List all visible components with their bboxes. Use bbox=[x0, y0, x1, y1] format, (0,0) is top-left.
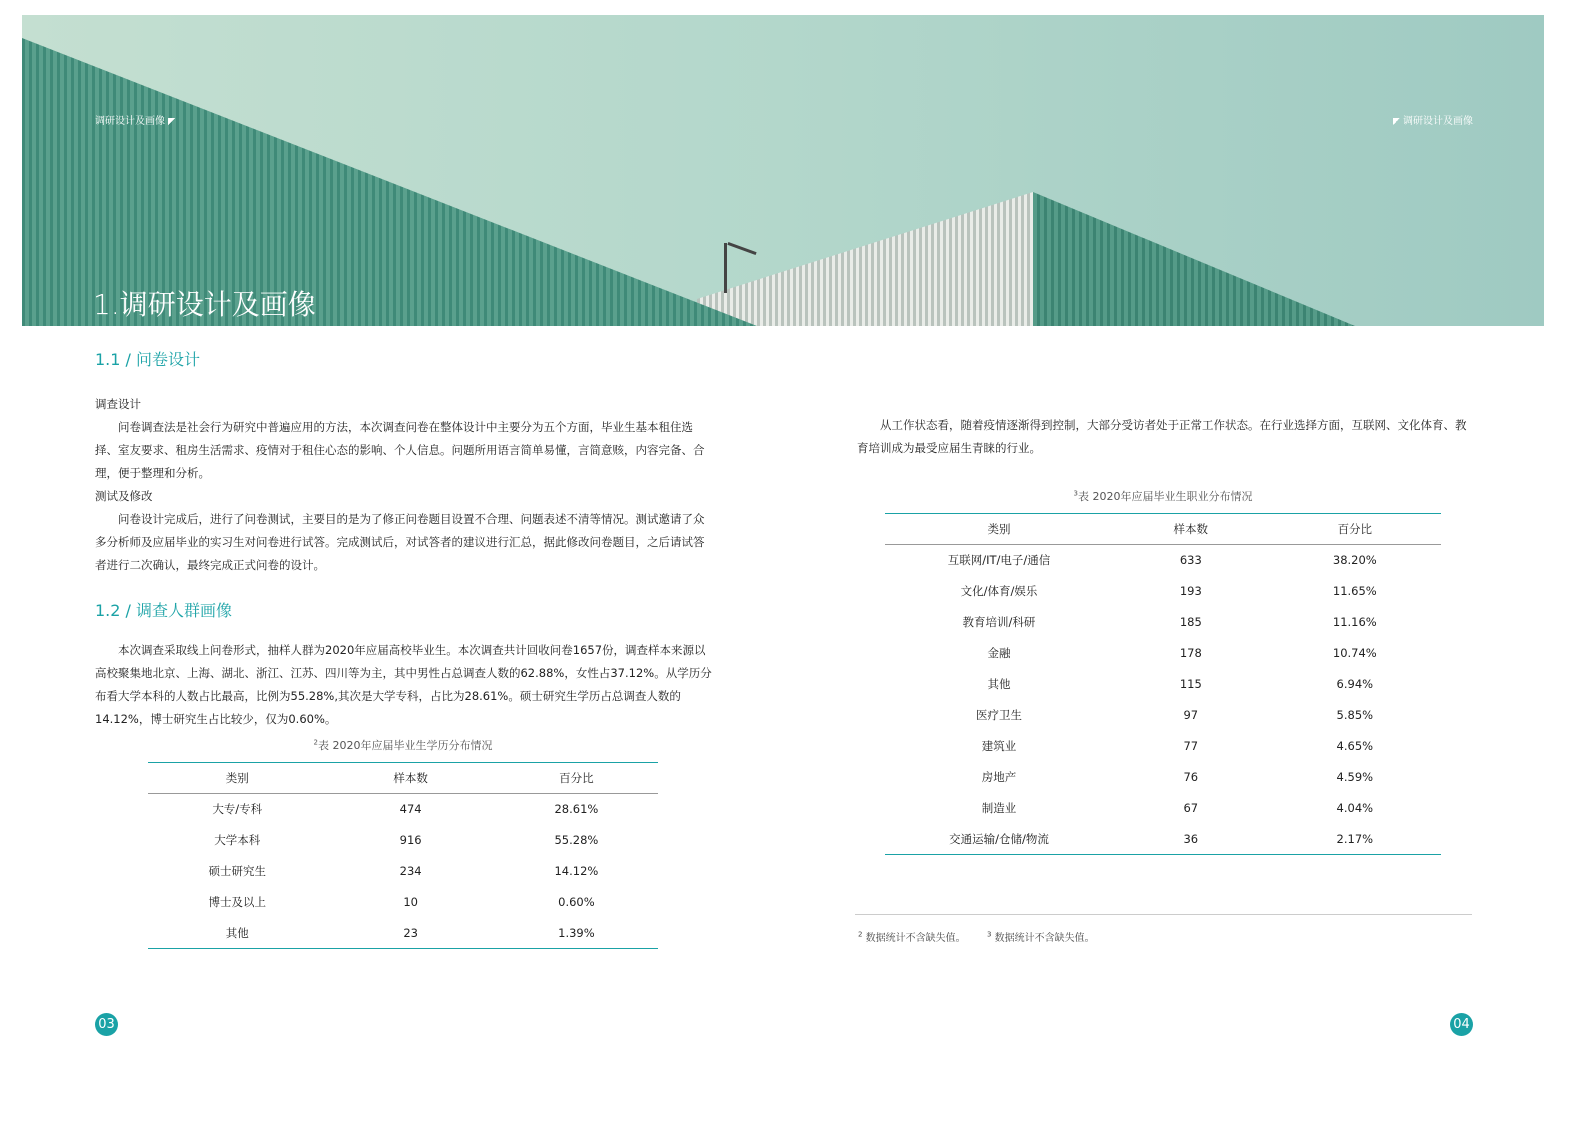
subheading: 测试及修改 bbox=[95, 489, 153, 503]
education-table bbox=[148, 762, 658, 949]
category-cell: 其他 bbox=[225, 925, 249, 940]
category-cell: 博士及以上 bbox=[208, 895, 266, 909]
table-header-row bbox=[148, 763, 658, 794]
paragraph: 本次调查采取线上问卷形式，抽样人群为2020年应届高校毕业生。本次调查共计回收问卷1657份，调查样本来源以高校聚集地北京、上海、湖北、浙江、江苏、四川等为主，其中男性占总调查人数的62.88%，女性占37.12%。从学历分布看大学本科的人数占比最高，比例为55.28%,其次是大学专科，占比为28.61%。硕士研究生学历占总调查人数的14.12%，博士研究生占比较少，仅为0.60%。 bbox=[95, 643, 712, 726]
table-row bbox=[885, 731, 1441, 762]
chapter-title: 1.调研设计及画像 bbox=[93, 288, 316, 321]
footnote-divider bbox=[855, 914, 1472, 915]
caption-text: 表 2020年应届毕业生职业分布情况 bbox=[1077, 490, 1253, 503]
squares-icon bbox=[168, 118, 175, 125]
footnote-number: 3 bbox=[987, 930, 992, 939]
table-row bbox=[148, 825, 658, 856]
table-row bbox=[148, 856, 658, 887]
footnote-ref: 2 bbox=[313, 738, 318, 747]
paragraph: 问卷设计完成后，进行了问卷测试，主要目的是为了修正问卷题目设置不合理、问题表述不清等情况。测试邀请了众多分析师及应届毕业的实习生对问卷进行试答。完成测试后，对试答者的建议进行汇总，据此修改问卷题目，之后请试答者进行二次确认，最终完成正式问卷的设计。 bbox=[95, 512, 705, 572]
table-header-row bbox=[885, 514, 1441, 545]
footnote-text: 数据统计不含缺失值。 bbox=[865, 933, 966, 944]
count-cell: 77 bbox=[1183, 739, 1199, 753]
category-cell: 制造业 bbox=[981, 801, 1017, 815]
table-row bbox=[885, 700, 1441, 731]
category-cell: 其他 bbox=[987, 677, 1011, 691]
category-cell: 互联网/IT/电子/通信 bbox=[947, 553, 1051, 568]
hero-banner bbox=[22, 15, 1544, 326]
right-body bbox=[857, 414, 1474, 460]
table-row bbox=[885, 669, 1441, 700]
page-number-right: 04 bbox=[1450, 1013, 1473, 1036]
category-cell: 金融 bbox=[987, 646, 1011, 660]
header-cell: 百分比 bbox=[1337, 522, 1373, 536]
percent-cell: 4.65% bbox=[1336, 739, 1374, 753]
subheading: 调查设计 bbox=[95, 397, 141, 411]
count-cell: 633 bbox=[1179, 553, 1202, 568]
count-cell: 185 bbox=[1179, 615, 1202, 629]
header-cell: 样本数 bbox=[393, 771, 428, 785]
weather-vane-pole bbox=[724, 243, 727, 293]
count-cell: 193 bbox=[1179, 584, 1202, 598]
footnote-number: 2 bbox=[858, 930, 863, 939]
count-cell: 23 bbox=[403, 925, 418, 940]
category-cell: 教育培训/科研 bbox=[962, 615, 1036, 629]
percent-cell: 4.04% bbox=[1336, 801, 1374, 815]
percent-cell: 0.60% bbox=[558, 895, 595, 909]
table-row bbox=[885, 607, 1441, 638]
category-cell: 大专/专科 bbox=[212, 802, 263, 817]
squares-icon bbox=[1393, 118, 1400, 125]
weather-vane bbox=[727, 242, 756, 255]
caption-text: 表 2020年应届毕业生学历分布情况 bbox=[317, 739, 493, 752]
table-row bbox=[885, 824, 1441, 855]
category-cell: 大学本科 bbox=[214, 833, 261, 847]
table-row bbox=[885, 576, 1441, 607]
count-cell: 115 bbox=[1179, 677, 1202, 691]
count-cell: 67 bbox=[1183, 801, 1199, 815]
header-cell: 类别 bbox=[987, 522, 1011, 536]
count-cell: 178 bbox=[1179, 646, 1202, 660]
category-cell: 医疗卫生 bbox=[975, 708, 1022, 722]
section-1-2-body bbox=[95, 639, 713, 731]
running-header-left bbox=[95, 112, 178, 127]
count-cell: 234 bbox=[399, 864, 422, 878]
category-cell: 房地产 bbox=[981, 770, 1017, 784]
table2-caption bbox=[885, 488, 1441, 504]
header-label: 调研设计及画像 bbox=[95, 116, 165, 127]
count-cell: 916 bbox=[399, 833, 422, 847]
percent-cell: 6.94% bbox=[1336, 677, 1374, 691]
paragraph: 从工作状态看，随着疫情逐渐得到控制，大部分受访者处于正常工作状态。在行业选择方面，互联网、文化体育、教育培训成为最受应届生青睐的行业。 bbox=[857, 418, 1467, 455]
percent-cell: 1.39% bbox=[558, 925, 595, 940]
section-heading-1-1: 1.1 / 问卷设计 bbox=[95, 350, 201, 369]
page-number-left: 03 bbox=[95, 1013, 118, 1036]
percent-cell: 4.59% bbox=[1336, 770, 1374, 784]
table-row bbox=[885, 638, 1441, 669]
category-cell: 建筑业 bbox=[981, 739, 1017, 753]
header-cell: 样本数 bbox=[1173, 522, 1209, 536]
count-cell: 10 bbox=[403, 895, 418, 909]
percent-cell: 28.61% bbox=[554, 802, 599, 817]
header-label: 调研设计及画像 bbox=[1403, 116, 1473, 127]
count-cell: 36 bbox=[1183, 831, 1199, 846]
percent-cell: 11.16% bbox=[1332, 615, 1377, 629]
percent-cell: 2.17% bbox=[1336, 831, 1374, 846]
percent-cell: 55.28% bbox=[554, 833, 599, 847]
percent-cell: 38.20% bbox=[1332, 553, 1377, 568]
count-cell: 474 bbox=[399, 802, 422, 817]
category-cell: 硕士研究生 bbox=[208, 864, 266, 878]
table-row bbox=[148, 887, 658, 918]
table-row bbox=[148, 794, 658, 825]
percent-cell: 11.65% bbox=[1332, 584, 1377, 598]
running-header-right bbox=[1390, 112, 1473, 127]
table1-caption bbox=[148, 737, 658, 753]
header-cell: 类别 bbox=[225, 771, 249, 785]
table-row bbox=[885, 762, 1441, 793]
footnote-3 bbox=[987, 929, 1095, 944]
category-cell: 文化/体育/娱乐 bbox=[960, 584, 1038, 598]
header-cell: 百分比 bbox=[559, 771, 594, 785]
percent-cell: 10.74% bbox=[1332, 646, 1377, 660]
paragraph: 问卷调查法是社会行为研究中普遍应用的方法，本次调查问卷在整体设计中主要分为五个方面，毕业生基本租住选择、室友要求、租房生活需求、疫情对于租住心态的影响、个人信息。问题所用语言简单易懂，言简意赅，内容完备、合理，便于整理和分析。 bbox=[95, 420, 705, 480]
count-cell: 76 bbox=[1183, 770, 1199, 784]
section-heading-1-2: 1.2 / 调查人群画像 bbox=[95, 601, 233, 620]
category-cell: 交通运输/仓储/物流 bbox=[949, 831, 1049, 846]
table-row bbox=[148, 918, 658, 949]
table-row bbox=[885, 545, 1441, 576]
count-cell: 97 bbox=[1183, 708, 1199, 722]
section-1-1-body bbox=[95, 393, 713, 577]
occupation-table bbox=[885, 513, 1441, 855]
table-row bbox=[885, 793, 1441, 824]
percent-cell: 14.12% bbox=[554, 864, 599, 878]
footnote-2 bbox=[858, 929, 966, 944]
footnote-ref: 3 bbox=[1073, 489, 1078, 498]
footnote-text: 数据统计不含缺失值。 bbox=[994, 933, 1095, 944]
percent-cell: 5.85% bbox=[1336, 708, 1374, 722]
